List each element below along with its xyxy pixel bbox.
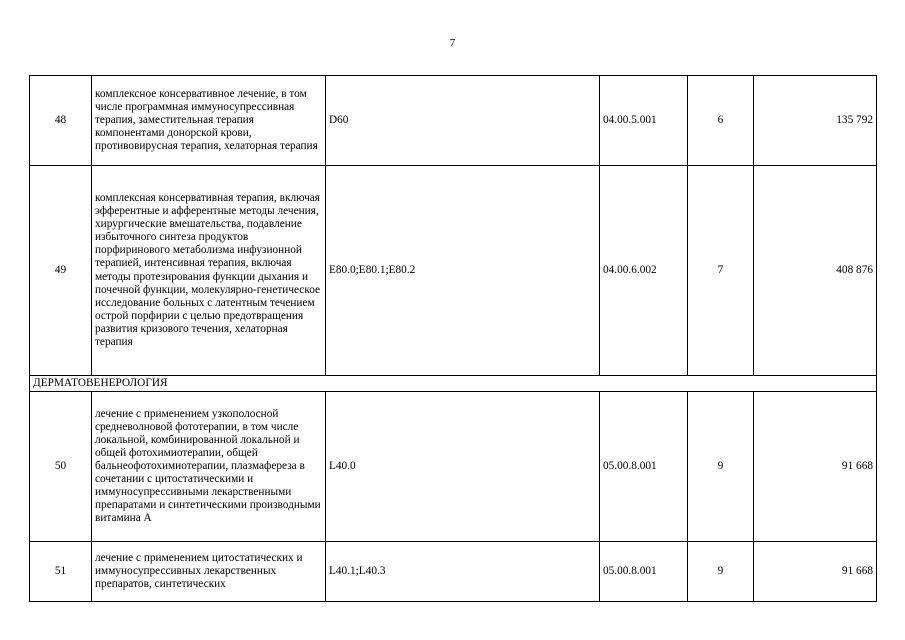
model-number: 6: [688, 76, 754, 166]
page-number: 7: [449, 37, 456, 49]
price: 408 876: [754, 166, 877, 376]
price: 91 668: [754, 542, 877, 602]
table-row: [30, 392, 877, 542]
price: 135 792: [754, 76, 877, 166]
model-number: 9: [688, 392, 754, 542]
diagnosis-code: E80.0;E80.1;E80.2: [326, 166, 600, 376]
treatment-description: комплексное консервативное лечение, в том числе программная иммуносупрессивная терапия, заместительная терапия компонентами донорской крови, противовирусная терапия, хелаторная терапия: [92, 76, 326, 166]
section-row: [30, 376, 877, 392]
group-code: 05.00.8.001: [600, 392, 688, 542]
treatment-description: лечение с применением узкополосной средневолновой фототерапии, в том числе локальной, комбинированной локальной и общей фотохимиотерапии, общей бальнеофотохимиотерапии, плазмафереза в сочетании с цитостатическими и иммуносупрессивными лекарственными препаратами и синтетическими производными витамина А: [92, 392, 326, 542]
group-code: 04.00.6.002: [600, 166, 688, 376]
treatment-description: комплексная консервативная терапия, включая эфферентные и афферентные методы лечения, хирургические вмешательства, подавление избыточного синтеза продуктов порфиринового метаболизма инфузионной терапией, интенсивная терапия, включая методы протезирования функции дыхания и почечной функции, молекулярно-генетическое исследование больных с латентным течением острой порфирии с целью предотвращения развития кризового течения, хелаторная терапия: [92, 166, 326, 376]
model-number: 9: [688, 542, 754, 602]
group-code: 05.00.8.001: [600, 542, 688, 602]
diagnosis-code: L40.0: [326, 392, 600, 542]
model-number: 7: [688, 166, 754, 376]
group-code: 04.00.5.001: [600, 76, 688, 166]
row-number: 51: [30, 542, 92, 602]
treatment-table: [29, 75, 877, 602]
diagnosis-code: L40.1;L40.3: [326, 542, 600, 602]
row-number: 48: [30, 76, 92, 166]
table-row: [30, 166, 877, 376]
section-title: ДЕРМАТОВЕНЕРОЛОГИЯ: [30, 376, 877, 392]
row-number: 49: [30, 166, 92, 376]
table-row: [30, 76, 877, 166]
table-row: [30, 542, 877, 602]
diagnosis-code: D60: [326, 76, 600, 166]
row-number: 50: [30, 392, 92, 542]
price: 91 668: [754, 392, 877, 542]
treatment-description: лечение с применением цитостатических и иммуносупрессивных лекарственных препаратов, синтетических: [92, 542, 326, 602]
